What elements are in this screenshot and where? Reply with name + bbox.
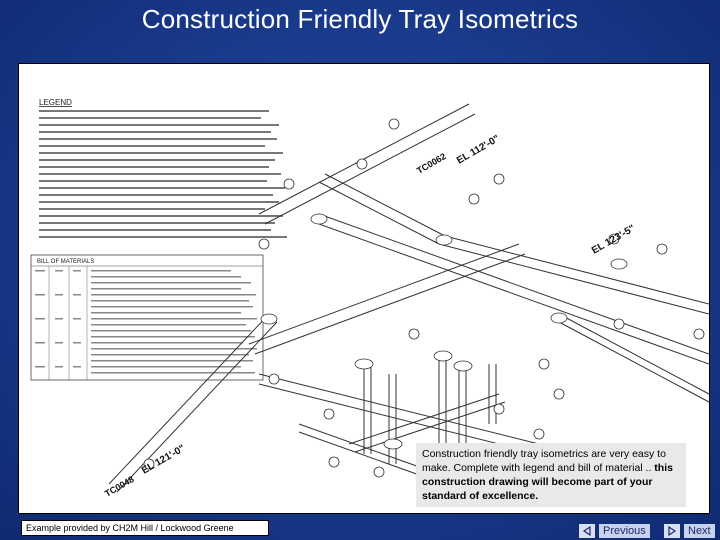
credit-box: Example provided by CH2M Hill / Lockwood Greene [21, 520, 269, 536]
previous-label: Previous [599, 524, 650, 538]
legend-heading: LEGEND [39, 98, 72, 107]
tag-label-1: TC0062 [415, 151, 448, 176]
slide-title: Construction Friendly Tray Isometrics [141, 4, 579, 34]
bom-heading: BILL OF MATERIALS [37, 259, 95, 265]
description-callout [416, 443, 686, 507]
tag-label-2: TC0048 [103, 474, 136, 499]
next-arrow-icon [663, 523, 681, 539]
elevation-label-3: EL 121'-0" [140, 443, 188, 477]
isometric-drawing [18, 63, 710, 514]
previous-button[interactable] [578, 522, 650, 539]
next-label: Next [684, 524, 715, 538]
elevation-label-1: EL 112'-0" [455, 133, 502, 167]
elevation-label-2: EL 123'-5" [590, 223, 638, 257]
callout-bold-text: this construction drawing will become part of your standard of excellence. [422, 462, 673, 502]
next-button[interactable] [663, 522, 715, 539]
previous-arrow-icon [578, 523, 596, 539]
bill-of-materials [31, 255, 263, 380]
legend-lines [39, 110, 287, 238]
tray-runs [109, 104, 709, 492]
callout-text: Construction friendly tray isometrics are very easy to make. Complete with legend and bill of material .. [422, 448, 666, 474]
